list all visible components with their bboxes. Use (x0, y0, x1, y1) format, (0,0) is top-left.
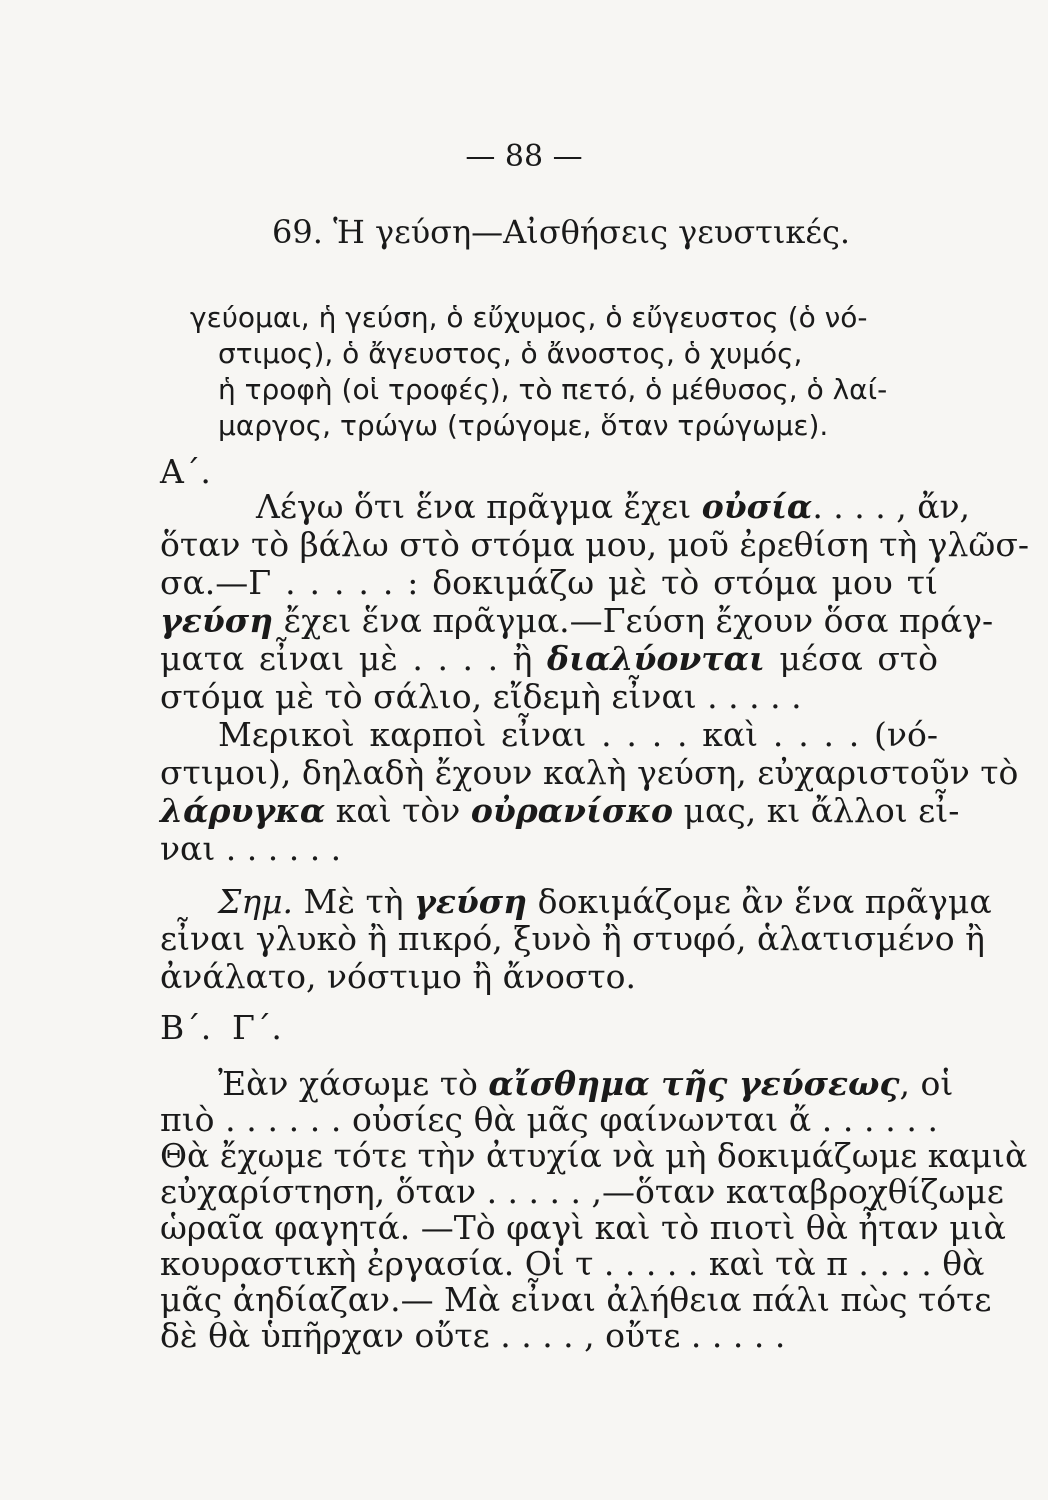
emphasis-term: γεύση (160, 601, 274, 640)
text-line: εὐχαρίστηση, ὅταν . . . . . ,—ὅταν καταβροχθίζωμε (160, 1172, 1004, 1211)
emphasis-term: γεύση (414, 882, 528, 921)
text-line: Σημ. Μὲ τὴ γεύση δοκιμάζομε ἂν ἕνα πρᾶγμα (218, 882, 992, 921)
text-line: στόμα μὲ τὸ σάλιο, εἴδεμὴ εἶναι . . . . . (160, 677, 802, 716)
emphasis-term: οὐσία (701, 487, 813, 526)
text-line: λάρυγκα καὶ τὸν οὐρανίσκο μας, κι ἄλλοι εἶ- (160, 791, 960, 830)
text-line: δὲ θὰ ὑπῆρχαν οὔτε . . . . , οὔτε . . . . . (160, 1316, 786, 1355)
section-b-marker: Β΄. (160, 1008, 212, 1047)
vocabulary-line: στιμος), ὁ ἄγευστος, ὁ ἄνοστος, ὁ χυμός, (218, 337, 803, 370)
vocabulary-line: γεύομαι, ἡ γεύση, ὁ εὔχυμος, ὁ εὔγευστος (ὁ νό- (190, 301, 868, 334)
text-line: πιὸ . . . . . . οὐσίες θὰ μᾶς φαίνωνται ἄ . . . . . . (160, 1100, 938, 1139)
note-label: Σημ. (218, 882, 294, 921)
emphasis-term: διαλύονται (546, 639, 765, 678)
emphasis-term: αἴσθημα τῆς γεύσεως (488, 1064, 900, 1103)
emphasis-term: λάρυγκα (160, 791, 326, 830)
text-line: Μερικοὶ καρποὶ εἶναι . . . . καὶ . . . . (νό- (218, 715, 938, 754)
text-line: Ἐὰν χάσωμε τὸ αἴσθημα τῆς γεύσεως, οἱ (218, 1064, 954, 1103)
text-line: ματα εἶναι μὲ . . . . ἢ διαλύονται μέσα στὸ (160, 639, 939, 678)
emphasis-term: οὐρανίσκο (470, 791, 674, 830)
text-line: κουραστικὴ ἐργασία. Οἱ τ . . . . . καὶ τὰ π . . . . θὰ (160, 1244, 985, 1283)
text-line: Λέγω ὅτι ἕνα πρᾶγμα ἔχει οὐσία. . . . , ἄν, (256, 487, 971, 526)
text-line: σα.—Γ . . . . . : δοκιμάζω μὲ τὸ στόμα μου τί (160, 563, 938, 602)
vocabulary-line: μαργος, τρώγω (τρώγομε, ὅταν τρώγωμε). (218, 409, 829, 442)
section-a-marker: Α΄. (160, 452, 211, 491)
text-line: ὅταν τὸ βάλω στὸ στόμα μου, μοῦ ἐρεθίση τὴ γλῶσ- (160, 525, 1030, 564)
text-line: εἶναι γλυκὸ ἢ πικρό, ξυνὸ ἢ στυφό, ἁλατισμένο ἢ (160, 919, 985, 958)
text-line: στιμοι), δηλαδὴ ἔχουν καλὴ γεύση, εὐχαριστοῦν τὸ (160, 753, 1019, 792)
page-number: — 88 — (465, 139, 583, 174)
text-line: γεύση ἔχει ἕνα πρᾶγμα.—Γεύση ἔχουν ὅσα πράγ- (160, 601, 994, 640)
chapter-heading: 69. Ἡ γεύση—Αἰσθήσεις γευστικές. (272, 213, 851, 251)
vocabulary-line: ἡ τροφὴ (οἱ τροφές), τὸ πετό, ὁ μέθυσος, ὁ λαί- (218, 373, 888, 406)
text-line: ἀνάλατο, νόστιμο ἢ ἄνοστο. (160, 957, 637, 996)
text-line: Θὰ ἔχωμε τότε τὴν ἀτυχία νὰ μὴ δοκιμάζωμε καμιὰ (160, 1136, 1028, 1175)
text-line: μᾶς ἀηδίαζαν.— Μὰ εἶναι ἀλήθεια πάλι πὼς τότε (160, 1280, 992, 1319)
text-line: ὡραῖα φαγητά. —Τὸ φαγὶ καὶ τὸ πιοτὶ θὰ ἦταν μιὰ (160, 1208, 1006, 1247)
section-g-marker: Γ΄. (232, 1008, 282, 1047)
text-line: ναι . . . . . . (160, 829, 342, 868)
